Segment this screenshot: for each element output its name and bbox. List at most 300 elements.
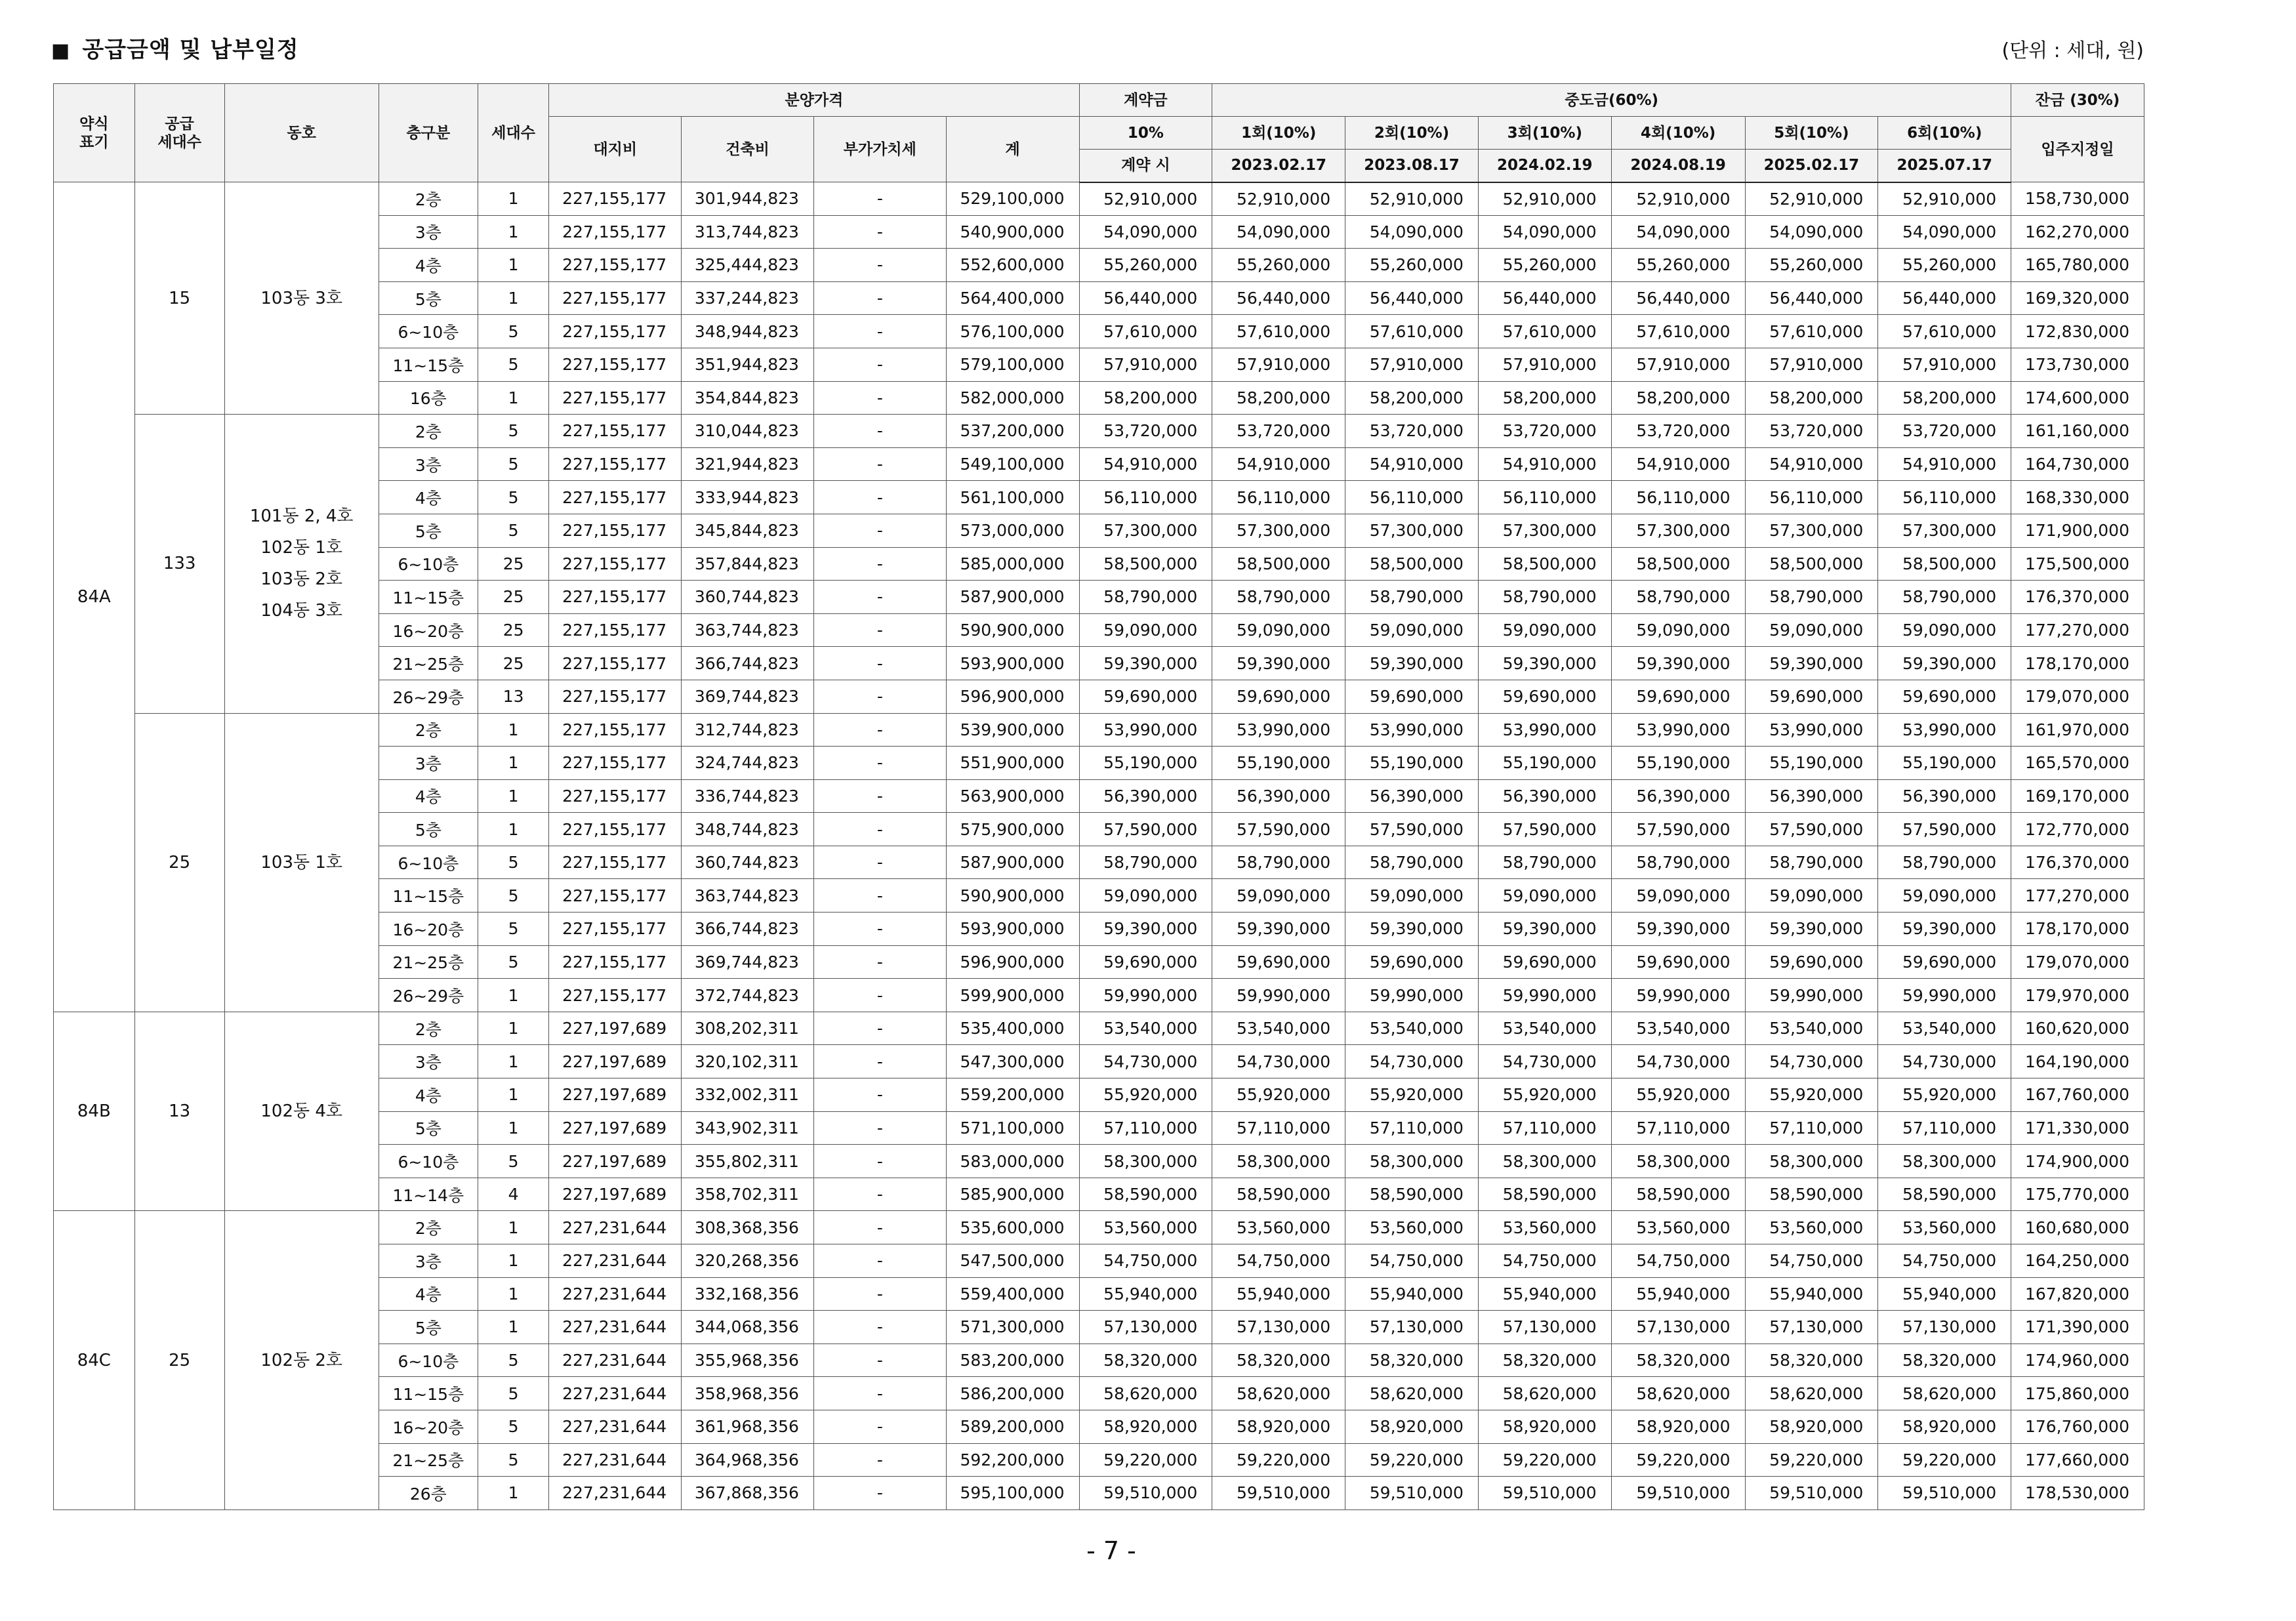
floor-cell: 26~29층 bbox=[379, 979, 478, 1012]
middle-payment-2-cell: 57,300,000 bbox=[1345, 514, 1479, 547]
land-cost-cell: 227,197,689 bbox=[549, 1178, 682, 1211]
middle-payment-2-cell: 58,620,000 bbox=[1345, 1377, 1479, 1410]
vat-cell: - bbox=[813, 381, 946, 415]
middle-payment-5-cell: 58,590,000 bbox=[1745, 1178, 1878, 1211]
floor-cell: 11~15층 bbox=[379, 879, 478, 913]
middle-payment-1-cell: 58,200,000 bbox=[1212, 381, 1345, 415]
middle-payment-5-cell: 53,560,000 bbox=[1745, 1211, 1878, 1244]
building-cost-cell: 355,968,356 bbox=[682, 1344, 814, 1377]
middle-payment-4-cell: 54,730,000 bbox=[1611, 1045, 1745, 1078]
contract-payment-cell: 58,590,000 bbox=[1079, 1178, 1212, 1211]
households-cell: 5 bbox=[478, 846, 548, 879]
col-header-building: 건축비 bbox=[682, 117, 814, 182]
middle-payment-1-cell: 58,590,000 bbox=[1212, 1178, 1345, 1211]
middle-payment-6-cell: 52,910,000 bbox=[1878, 182, 2011, 216]
middle-payment-4-cell: 52,910,000 bbox=[1611, 182, 1745, 216]
total-price-cell: 551,900,000 bbox=[946, 747, 1079, 780]
middle-payment-1-cell: 58,790,000 bbox=[1212, 581, 1345, 614]
building-unit-line: 102동 4호 bbox=[260, 1101, 343, 1122]
middle-payment-2-cell: 57,590,000 bbox=[1345, 813, 1479, 846]
land-cost-cell: 227,155,177 bbox=[549, 547, 682, 581]
middle-payment-4-cell: 55,260,000 bbox=[1611, 249, 1745, 282]
col-header-installment-date: 2023.08.17 bbox=[1345, 150, 1479, 182]
middle-payment-3-cell: 54,090,000 bbox=[1478, 215, 1611, 249]
land-cost-cell: 227,231,644 bbox=[549, 1443, 682, 1477]
floor-cell: 3층 bbox=[379, 215, 478, 249]
total-price-cell: 535,400,000 bbox=[946, 1012, 1079, 1045]
col-header-installment-date: 2023.02.17 bbox=[1212, 150, 1345, 182]
floor-cell: 2층 bbox=[379, 1012, 478, 1045]
col-header-contract: 계약금 bbox=[1079, 84, 1212, 117]
middle-payment-1-cell: 58,620,000 bbox=[1212, 1377, 1345, 1410]
balance-payment-cell: 175,860,000 bbox=[2011, 1377, 2144, 1410]
contract-payment-cell: 53,560,000 bbox=[1079, 1211, 1212, 1244]
col-header-installment-date: 2025.07.17 bbox=[1878, 150, 2011, 182]
vat-cell: - bbox=[813, 514, 946, 547]
middle-payment-6-cell: 57,130,000 bbox=[1878, 1311, 2011, 1344]
middle-payment-4-cell: 54,750,000 bbox=[1611, 1244, 1745, 1278]
middle-payment-4-cell: 59,390,000 bbox=[1611, 913, 1745, 946]
households-cell: 1 bbox=[478, 249, 548, 282]
building-unit-cell bbox=[224, 415, 379, 713]
floor-cell: 3층 bbox=[379, 747, 478, 780]
contract-payment-cell: 58,300,000 bbox=[1079, 1145, 1212, 1178]
middle-payment-2-cell: 59,090,000 bbox=[1345, 879, 1479, 913]
floor-cell: 26층 bbox=[379, 1477, 478, 1510]
middle-payment-6-cell: 53,540,000 bbox=[1878, 1012, 2011, 1045]
middle-payment-6-cell: 57,110,000 bbox=[1878, 1111, 2011, 1145]
total-price-cell: 587,900,000 bbox=[946, 846, 1079, 879]
middle-payment-5-cell: 59,510,000 bbox=[1745, 1477, 1878, 1510]
col-header-balance: 잔금 (30%) bbox=[2011, 84, 2144, 117]
middle-payment-1-cell: 54,090,000 bbox=[1212, 215, 1345, 249]
middle-payment-4-cell: 59,220,000 bbox=[1611, 1443, 1745, 1477]
land-cost-cell: 227,155,177 bbox=[549, 381, 682, 415]
middle-payment-5-cell: 58,790,000 bbox=[1745, 846, 1878, 879]
floor-cell: 4층 bbox=[379, 1277, 478, 1311]
building-cost-cell: 344,068,356 bbox=[682, 1311, 814, 1344]
middle-payment-6-cell: 54,090,000 bbox=[1878, 215, 2011, 249]
land-cost-cell: 227,155,177 bbox=[549, 182, 682, 216]
col-header-land: 대지비 bbox=[549, 117, 682, 182]
col-header-installment-label: 3회(10%) bbox=[1478, 117, 1611, 150]
middle-payment-5-cell: 56,390,000 bbox=[1745, 779, 1878, 813]
balance-payment-cell: 179,070,000 bbox=[2011, 945, 2144, 979]
middle-payment-6-cell: 59,090,000 bbox=[1878, 879, 2011, 913]
contract-payment-cell: 54,090,000 bbox=[1079, 215, 1212, 249]
vat-cell: - bbox=[813, 846, 946, 879]
table-row bbox=[54, 1012, 2144, 1045]
middle-payment-3-cell: 58,200,000 bbox=[1478, 381, 1611, 415]
middle-payment-2-cell: 52,910,000 bbox=[1345, 182, 1479, 216]
households-cell: 5 bbox=[478, 945, 548, 979]
middle-payment-2-cell: 54,910,000 bbox=[1345, 447, 1479, 481]
total-price-cell: 537,200,000 bbox=[946, 415, 1079, 448]
total-price-cell: 535,600,000 bbox=[946, 1211, 1079, 1244]
middle-payment-1-cell: 58,500,000 bbox=[1212, 547, 1345, 581]
col-header-type bbox=[54, 84, 135, 182]
middle-payment-4-cell: 57,590,000 bbox=[1611, 813, 1745, 846]
middle-payment-3-cell: 58,790,000 bbox=[1478, 846, 1611, 879]
middle-payment-2-cell: 59,690,000 bbox=[1345, 945, 1479, 979]
col-header-type-l2: 표기 bbox=[79, 133, 109, 151]
middle-payment-6-cell: 57,610,000 bbox=[1878, 315, 2011, 348]
balance-payment-cell: 177,660,000 bbox=[2011, 1443, 2144, 1477]
middle-payment-5-cell: 53,540,000 bbox=[1745, 1012, 1878, 1045]
floor-cell: 3층 bbox=[379, 1045, 478, 1078]
middle-payment-5-cell: 58,300,000 bbox=[1745, 1145, 1878, 1178]
middle-payment-3-cell: 59,510,000 bbox=[1478, 1477, 1611, 1510]
middle-payment-5-cell: 56,440,000 bbox=[1745, 281, 1878, 315]
supply-units-cell: 25 bbox=[134, 713, 224, 1012]
total-price-cell: 561,100,000 bbox=[946, 481, 1079, 514]
middle-payment-5-cell: 55,920,000 bbox=[1745, 1078, 1878, 1112]
middle-payment-1-cell: 57,130,000 bbox=[1212, 1311, 1345, 1344]
middle-payment-4-cell: 58,920,000 bbox=[1611, 1410, 1745, 1443]
middle-payment-2-cell: 55,920,000 bbox=[1345, 1078, 1479, 1112]
middle-payment-1-cell: 59,090,000 bbox=[1212, 879, 1345, 913]
contract-payment-cell: 59,390,000 bbox=[1079, 647, 1212, 680]
floor-cell: 5층 bbox=[379, 281, 478, 315]
middle-payment-3-cell: 57,590,000 bbox=[1478, 813, 1611, 846]
building-cost-cell: 363,744,823 bbox=[682, 879, 814, 913]
middle-payment-4-cell: 54,090,000 bbox=[1611, 215, 1745, 249]
middle-payment-3-cell: 57,300,000 bbox=[1478, 514, 1611, 547]
middle-payment-2-cell: 58,500,000 bbox=[1345, 547, 1479, 581]
floor-cell: 4층 bbox=[379, 249, 478, 282]
middle-payment-4-cell: 59,090,000 bbox=[1611, 613, 1745, 647]
middle-payment-3-cell: 56,390,000 bbox=[1478, 779, 1611, 813]
building-unit-line: 102동 1호 bbox=[260, 538, 343, 558]
land-cost-cell: 227,197,689 bbox=[549, 1111, 682, 1145]
middle-payment-1-cell: 57,110,000 bbox=[1212, 1111, 1345, 1145]
balance-payment-cell: 172,830,000 bbox=[2011, 315, 2144, 348]
building-cost-cell: 301,944,823 bbox=[682, 182, 814, 216]
total-price-cell: 539,900,000 bbox=[946, 713, 1079, 747]
floor-cell: 11~15층 bbox=[379, 581, 478, 614]
households-cell: 1 bbox=[478, 779, 548, 813]
middle-payment-6-cell: 54,750,000 bbox=[1878, 1244, 2011, 1278]
total-price-cell: 540,900,000 bbox=[946, 215, 1079, 249]
middle-payment-3-cell: 55,260,000 bbox=[1478, 249, 1611, 282]
balance-payment-cell: 179,070,000 bbox=[2011, 680, 2144, 713]
total-price-cell: 593,900,000 bbox=[946, 647, 1079, 680]
households-cell: 5 bbox=[478, 415, 548, 448]
balance-payment-cell: 171,390,000 bbox=[2011, 1311, 2144, 1344]
middle-payment-5-cell: 54,090,000 bbox=[1745, 215, 1878, 249]
table-row bbox=[54, 1211, 2144, 1244]
total-price-cell: 564,400,000 bbox=[946, 281, 1079, 315]
building-unit-cell bbox=[224, 713, 379, 1012]
middle-payment-3-cell: 54,910,000 bbox=[1478, 447, 1611, 481]
middle-payment-2-cell: 59,990,000 bbox=[1345, 979, 1479, 1012]
middle-payment-5-cell: 59,390,000 bbox=[1745, 647, 1878, 680]
vat-cell: - bbox=[813, 613, 946, 647]
middle-payment-4-cell: 56,110,000 bbox=[1611, 481, 1745, 514]
land-cost-cell: 227,155,177 bbox=[549, 779, 682, 813]
col-header-balance-time: 입주지정일 bbox=[2011, 117, 2144, 182]
households-cell: 13 bbox=[478, 680, 548, 713]
middle-payment-6-cell: 53,990,000 bbox=[1878, 713, 2011, 747]
middle-payment-3-cell: 53,990,000 bbox=[1478, 713, 1611, 747]
middle-payment-2-cell: 58,200,000 bbox=[1345, 381, 1479, 415]
vat-cell: - bbox=[813, 913, 946, 946]
land-cost-cell: 227,155,177 bbox=[549, 514, 682, 547]
middle-payment-2-cell: 58,300,000 bbox=[1345, 1145, 1479, 1178]
middle-payment-5-cell: 58,320,000 bbox=[1745, 1344, 1878, 1377]
vat-cell: - bbox=[813, 1178, 946, 1211]
col-header-installment-label: 5회(10%) bbox=[1745, 117, 1878, 150]
middle-payment-5-cell: 59,090,000 bbox=[1745, 879, 1878, 913]
floor-cell: 16~20층 bbox=[379, 913, 478, 946]
vat-cell: - bbox=[813, 1012, 946, 1045]
middle-payment-3-cell: 59,220,000 bbox=[1478, 1443, 1611, 1477]
building-cost-cell: 348,744,823 bbox=[682, 813, 814, 846]
col-header-installment-label: 6회(10%) bbox=[1878, 117, 2011, 150]
middle-payment-6-cell: 58,300,000 bbox=[1878, 1145, 2011, 1178]
contract-payment-cell: 52,910,000 bbox=[1079, 182, 1212, 216]
middle-payment-5-cell: 57,130,000 bbox=[1745, 1311, 1878, 1344]
col-header-installment-date: 2025.02.17 bbox=[1745, 150, 1878, 182]
households-cell: 1 bbox=[478, 1012, 548, 1045]
vat-cell: - bbox=[813, 581, 946, 614]
middle-payment-4-cell: 58,790,000 bbox=[1611, 846, 1745, 879]
middle-payment-5-cell: 58,790,000 bbox=[1745, 581, 1878, 614]
land-cost-cell: 227,155,177 bbox=[549, 979, 682, 1012]
middle-payment-5-cell: 59,990,000 bbox=[1745, 979, 1878, 1012]
building-cost-cell: 351,944,823 bbox=[682, 348, 814, 381]
middle-payment-3-cell: 58,590,000 bbox=[1478, 1178, 1611, 1211]
households-cell: 5 bbox=[478, 315, 548, 348]
section-title-text: 공급금액 및 납부일정 bbox=[82, 37, 299, 63]
vat-cell: - bbox=[813, 647, 946, 680]
building-cost-cell: 332,168,356 bbox=[682, 1277, 814, 1311]
middle-payment-5-cell: 55,940,000 bbox=[1745, 1277, 1878, 1311]
middle-payment-3-cell: 59,390,000 bbox=[1478, 647, 1611, 680]
total-price-cell: 563,900,000 bbox=[946, 779, 1079, 813]
land-cost-cell: 227,197,689 bbox=[549, 1012, 682, 1045]
middle-payment-6-cell: 58,200,000 bbox=[1878, 381, 2011, 415]
vat-cell: - bbox=[813, 481, 946, 514]
land-cost-cell: 227,155,177 bbox=[549, 447, 682, 481]
middle-payment-2-cell: 59,390,000 bbox=[1345, 647, 1479, 680]
contract-payment-cell: 59,090,000 bbox=[1079, 613, 1212, 647]
land-cost-cell: 227,155,177 bbox=[549, 415, 682, 448]
building-cost-cell: 372,744,823 bbox=[682, 979, 814, 1012]
land-cost-cell: 227,155,177 bbox=[549, 879, 682, 913]
middle-payment-5-cell: 58,200,000 bbox=[1745, 381, 1878, 415]
land-cost-cell: 227,231,644 bbox=[549, 1311, 682, 1344]
building-cost-cell: 345,844,823 bbox=[682, 514, 814, 547]
middle-payment-5-cell: 54,730,000 bbox=[1745, 1045, 1878, 1078]
households-cell: 5 bbox=[478, 1344, 548, 1377]
vat-cell: - bbox=[813, 348, 946, 381]
building-cost-cell: 343,902,311 bbox=[682, 1111, 814, 1145]
middle-payment-1-cell: 55,940,000 bbox=[1212, 1277, 1345, 1311]
middle-payment-1-cell: 53,990,000 bbox=[1212, 713, 1345, 747]
middle-payment-3-cell: 58,620,000 bbox=[1478, 1377, 1611, 1410]
middle-payment-5-cell: 56,110,000 bbox=[1745, 481, 1878, 514]
balance-payment-cell: 161,970,000 bbox=[2011, 713, 2144, 747]
households-cell: 5 bbox=[478, 481, 548, 514]
vat-cell: - bbox=[813, 779, 946, 813]
middle-payment-1-cell: 57,910,000 bbox=[1212, 348, 1345, 381]
building-cost-cell: 363,744,823 bbox=[682, 613, 814, 647]
floor-cell: 2층 bbox=[379, 415, 478, 448]
contract-payment-cell: 58,790,000 bbox=[1079, 581, 1212, 614]
middle-payment-2-cell: 56,110,000 bbox=[1345, 481, 1479, 514]
contract-payment-cell: 53,990,000 bbox=[1079, 713, 1212, 747]
households-cell: 1 bbox=[478, 1078, 548, 1112]
middle-payment-6-cell: 54,910,000 bbox=[1878, 447, 2011, 481]
middle-payment-6-cell: 57,910,000 bbox=[1878, 348, 2011, 381]
middle-payment-6-cell: 57,300,000 bbox=[1878, 514, 2011, 547]
total-price-cell: 559,400,000 bbox=[946, 1277, 1079, 1311]
households-cell: 1 bbox=[478, 1211, 548, 1244]
middle-payment-6-cell: 55,940,000 bbox=[1878, 1277, 2011, 1311]
vat-cell: - bbox=[813, 680, 946, 713]
middle-payment-4-cell: 58,590,000 bbox=[1611, 1178, 1745, 1211]
total-price-cell: 559,200,000 bbox=[946, 1078, 1079, 1112]
middle-payment-1-cell: 52,910,000 bbox=[1212, 182, 1345, 216]
middle-payment-4-cell: 56,440,000 bbox=[1611, 281, 1745, 315]
land-cost-cell: 227,155,177 bbox=[549, 315, 682, 348]
middle-payment-1-cell: 54,730,000 bbox=[1212, 1045, 1345, 1078]
middle-payment-1-cell: 58,320,000 bbox=[1212, 1344, 1345, 1377]
middle-payment-6-cell: 55,260,000 bbox=[1878, 249, 2011, 282]
households-cell: 1 bbox=[478, 1277, 548, 1311]
middle-payment-5-cell: 57,610,000 bbox=[1745, 315, 1878, 348]
middle-payment-3-cell: 56,110,000 bbox=[1478, 481, 1611, 514]
middle-payment-2-cell: 56,390,000 bbox=[1345, 779, 1479, 813]
land-cost-cell: 227,231,644 bbox=[549, 1477, 682, 1510]
middle-payment-2-cell: 54,090,000 bbox=[1345, 215, 1479, 249]
col-header-sale-price: 분양가격 bbox=[549, 84, 1079, 117]
balance-payment-cell: 178,170,000 bbox=[2011, 647, 2144, 680]
contract-payment-cell: 59,220,000 bbox=[1079, 1443, 1212, 1477]
middle-payment-4-cell: 57,610,000 bbox=[1611, 315, 1745, 348]
middle-payment-6-cell: 53,720,000 bbox=[1878, 415, 2011, 448]
total-price-cell: 596,900,000 bbox=[946, 680, 1079, 713]
middle-payment-2-cell: 59,090,000 bbox=[1345, 613, 1479, 647]
middle-payment-2-cell: 58,790,000 bbox=[1345, 581, 1479, 614]
middle-payment-6-cell: 56,390,000 bbox=[1878, 779, 2011, 813]
middle-payment-1-cell: 59,220,000 bbox=[1212, 1443, 1345, 1477]
land-cost-cell: 227,197,689 bbox=[549, 1145, 682, 1178]
households-cell: 1 bbox=[478, 1045, 548, 1078]
total-price-cell: 590,900,000 bbox=[946, 613, 1079, 647]
middle-payment-2-cell: 55,940,000 bbox=[1345, 1277, 1479, 1311]
balance-payment-cell: 174,900,000 bbox=[2011, 1145, 2144, 1178]
households-cell: 1 bbox=[478, 813, 548, 846]
households-cell: 25 bbox=[478, 581, 548, 614]
contract-payment-cell: 55,260,000 bbox=[1079, 249, 1212, 282]
households-cell: 1 bbox=[478, 747, 548, 780]
total-price-cell: 579,100,000 bbox=[946, 348, 1079, 381]
middle-payment-3-cell: 56,440,000 bbox=[1478, 281, 1611, 315]
middle-payment-2-cell: 53,540,000 bbox=[1345, 1012, 1479, 1045]
middle-payment-2-cell: 55,190,000 bbox=[1345, 747, 1479, 780]
middle-payment-3-cell: 58,500,000 bbox=[1478, 547, 1611, 581]
vat-cell: - bbox=[813, 945, 946, 979]
contract-payment-cell: 55,190,000 bbox=[1079, 747, 1212, 780]
middle-payment-4-cell: 59,690,000 bbox=[1611, 945, 1745, 979]
middle-payment-2-cell: 58,920,000 bbox=[1345, 1410, 1479, 1443]
households-cell: 1 bbox=[478, 182, 548, 216]
floor-cell: 5층 bbox=[379, 514, 478, 547]
middle-payment-4-cell: 58,200,000 bbox=[1611, 381, 1745, 415]
middle-payment-3-cell: 59,690,000 bbox=[1478, 680, 1611, 713]
balance-payment-cell: 168,330,000 bbox=[2011, 481, 2144, 514]
balance-payment-cell: 177,270,000 bbox=[2011, 613, 2144, 647]
balance-payment-cell: 179,970,000 bbox=[2011, 979, 2144, 1012]
contract-payment-cell: 55,940,000 bbox=[1079, 1277, 1212, 1311]
vat-cell: - bbox=[813, 1377, 946, 1410]
middle-payment-6-cell: 55,920,000 bbox=[1878, 1078, 2011, 1112]
middle-payment-6-cell: 59,690,000 bbox=[1878, 945, 2011, 979]
vat-cell: - bbox=[813, 813, 946, 846]
middle-payment-2-cell: 53,560,000 bbox=[1345, 1211, 1479, 1244]
floor-cell: 4층 bbox=[379, 1078, 478, 1112]
middle-payment-5-cell: 53,720,000 bbox=[1745, 415, 1878, 448]
total-price-cell: 549,100,000 bbox=[946, 447, 1079, 481]
middle-payment-3-cell: 59,390,000 bbox=[1478, 913, 1611, 946]
middle-payment-5-cell: 54,750,000 bbox=[1745, 1244, 1878, 1278]
middle-payment-4-cell: 55,920,000 bbox=[1611, 1078, 1745, 1112]
middle-payment-1-cell: 53,720,000 bbox=[1212, 415, 1345, 448]
middle-payment-1-cell: 53,540,000 bbox=[1212, 1012, 1345, 1045]
land-cost-cell: 227,155,177 bbox=[549, 348, 682, 381]
households-cell: 1 bbox=[478, 979, 548, 1012]
middle-payment-3-cell: 53,540,000 bbox=[1478, 1012, 1611, 1045]
building-cost-cell: 358,702,311 bbox=[682, 1178, 814, 1211]
contract-payment-cell: 53,540,000 bbox=[1079, 1012, 1212, 1045]
col-header-vat: 부가가치세 bbox=[813, 117, 946, 182]
middle-payment-3-cell: 59,090,000 bbox=[1478, 613, 1611, 647]
total-price-cell: 599,900,000 bbox=[946, 979, 1079, 1012]
middle-payment-3-cell: 55,190,000 bbox=[1478, 747, 1611, 780]
contract-payment-cell: 55,920,000 bbox=[1079, 1078, 1212, 1112]
middle-payment-4-cell: 59,990,000 bbox=[1611, 979, 1745, 1012]
land-cost-cell: 227,155,177 bbox=[549, 945, 682, 979]
middle-payment-5-cell: 58,620,000 bbox=[1745, 1377, 1878, 1410]
building-cost-cell: 360,744,823 bbox=[682, 581, 814, 614]
total-price-cell: 589,200,000 bbox=[946, 1410, 1079, 1443]
middle-payment-1-cell: 58,920,000 bbox=[1212, 1410, 1345, 1443]
building-cost-cell: 369,744,823 bbox=[682, 680, 814, 713]
floor-cell: 4층 bbox=[379, 481, 478, 514]
vat-cell: - bbox=[813, 1443, 946, 1477]
land-cost-cell: 227,155,177 bbox=[549, 680, 682, 713]
vat-cell: - bbox=[813, 249, 946, 282]
contract-payment-cell: 56,110,000 bbox=[1079, 481, 1212, 514]
square-bullet-icon: ■ bbox=[51, 39, 71, 62]
floor-cell: 2층 bbox=[379, 713, 478, 747]
middle-payment-1-cell: 56,440,000 bbox=[1212, 281, 1345, 315]
middle-payment-4-cell: 55,940,000 bbox=[1611, 1277, 1745, 1311]
balance-payment-cell: 175,770,000 bbox=[2011, 1178, 2144, 1211]
building-cost-cell: 320,268,356 bbox=[682, 1244, 814, 1278]
total-price-cell: 583,000,000 bbox=[946, 1145, 1079, 1178]
land-cost-cell: 227,155,177 bbox=[549, 481, 682, 514]
households-cell: 5 bbox=[478, 1410, 548, 1443]
contract-payment-cell: 53,720,000 bbox=[1079, 415, 1212, 448]
supply-units-cell: 15 bbox=[134, 182, 224, 415]
middle-payment-6-cell: 58,790,000 bbox=[1878, 846, 2011, 879]
table-body bbox=[54, 182, 2144, 1510]
land-cost-cell: 227,231,644 bbox=[549, 1211, 682, 1244]
building-unit-cell bbox=[224, 1012, 379, 1211]
